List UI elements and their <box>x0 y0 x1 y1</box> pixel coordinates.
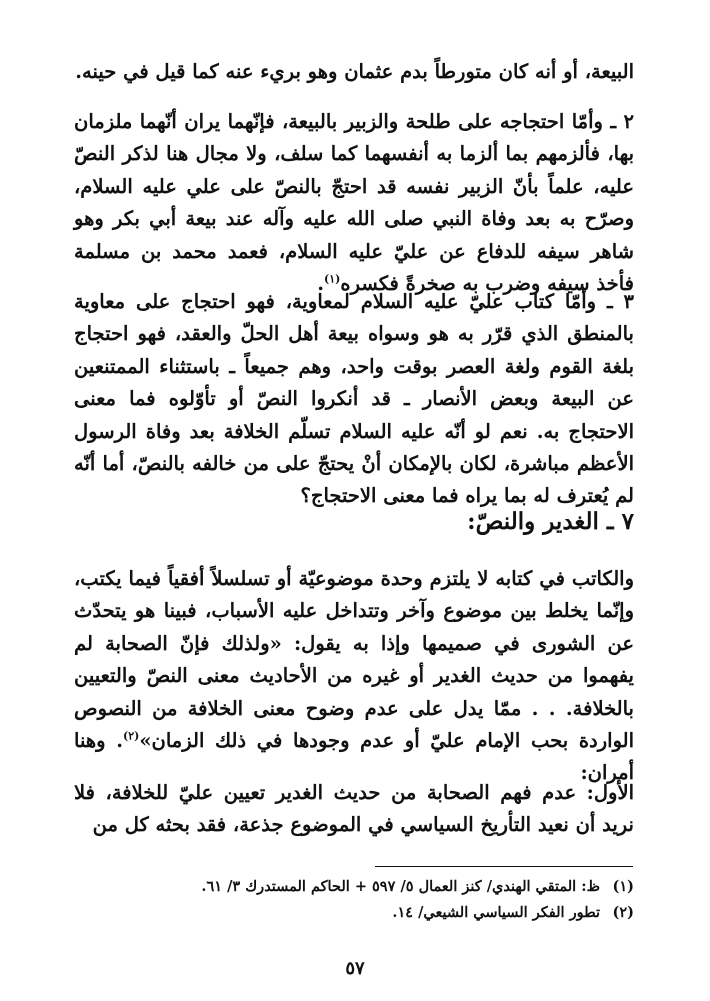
text-block-top <box>74 56 634 88</box>
text-block-first-point <box>74 777 634 842</box>
paragraph-point-3: ٣ ـ وأمّا كتاب عليّ عليه السلام لمعاوية، فهو احتجاج على معاوية بالمنطق الذي قرّر به هو وسواه بيعة أهل الحلّ والعقد، فهو احتجاج بلغة القوم ولغة العصر بوقت واحد، وهم جميعاً ـ باستثناء الممتنعين عن البيعة وبعض الأنصار ـ قد أنكروا النصّ أو تأوّلوه فما معنى الاحتجاج به. نعم لو أنّه عليه السلام تسلّم الخلافة بعد وفاة الرسول الأعظم مباشرة، لكان بالإمكان أنْ يحتجّ على من خالفه بالنصّ، أما أنّه لم يُعترف له بما يراه فما معنى الاحتجاج؟ <box>74 290 634 508</box>
paragraph-tail: . وهنا أمران: <box>74 729 634 785</box>
paragraph-text: ٢ ـ وأمّا احتجاجه على طلحة والزبير بالبيعة، فإنّهما يران أنّهما ملزمان بها، فألزمهم بما ألزما به أنفسهما كما سلف، ولا مجال هنا لذكر النصّ عليه، علماً بأنّ الزبير نفسه قد احتجّ بالنصّ على علي عليه السلام، وصرّح به بعد وفاة النبي صلى الله عليه وآله عند بيعة أبي بكر وهو شاهر سيفه للدفاع عن عليّ عليه السلام، فعمد محمد بن مسلمة فأخذ سيفه وضرب به صخرةً فكسره <box>74 110 634 296</box>
text-block-point-2 <box>74 106 634 300</box>
footnote-number: (٢) <box>612 904 634 921</box>
paragraph-section-7 <box>74 563 634 790</box>
footnote-text: تطور الفكر السياسي الشيعي/ ١٤. <box>392 904 600 921</box>
text-block-point-3 <box>74 286 634 513</box>
footnote-text: ظ: المتقي الهندي/ كنز العمال ٥/ ٥٩٧ + الحاكم المستدرك ٣/ ٦١. <box>201 878 600 895</box>
footnote-marker[interactable]: (١) <box>324 272 341 286</box>
footnote-1 <box>200 874 634 900</box>
section-heading: ٧ ـ الغدير والنصّ: <box>467 508 634 535</box>
paragraph-text: والكاتب في كتابه لا يلتزم وحدة موضوعيّة أو تسلسلاً أفقياً فيما يكتب، وإنّما يخلط بين موضوع وآخر وتتداخل عليه الأسباب، فبينا هو يتحدّث عن الشورى في صميمها وإذا به يقول: «ولذلك فإنّ الصحابة لم يفهموا من حديث الغدير أو غيره من الأحاديث معنى النصّ والتعيين بالخلافة. . . ممّا يدل على عدم وضوح معنى الخلافة من النصوص الواردة بحب الإمام عليّ أو عدم وجودها في ذلك الزمان» <box>74 567 634 753</box>
paragraph-point-2: ٢ ـ وأمّا احتجاجه على طلحة والزبير بالبيعة، فإنّهما يران أنّهما ملزمان بها، فألزمهم بما ألزما به أنفسهما كما سلف، ولا مجال هنا لذكر النصّ عليه، علماً بأنّ الزبير نفسه قد احتجّ بالنصّ على علي عليه السلام، وصرّح به بعد وفاة النبي صلى الله عليه وآله عند بيعة أبي بكر وهو شاهر سيفه للدفاع عن عليّ عليه السلام، فعمد محمد بن مسلمة فأخذ سيفه وضرب به صخرةً فكسره$^{(١)}$. <box>74 110 634 296</box>
footnotes <box>200 874 634 926</box>
page-number: ٥٧ <box>345 958 365 979</box>
footnote-number: (١) <box>612 878 634 895</box>
text-block-section-7 <box>74 563 634 790</box>
footnote-2 <box>200 900 634 926</box>
footnote-divider <box>375 866 633 867</box>
paragraph-first-point: الأول: عدم فهم الصحابة من حديث الغدير تعيين عليّ للخلافة، فلا نريد أن نعيد التأريخ السياسي في الموضوع جذعة، فقد بحثه كل من <box>74 781 634 837</box>
footnote-marker[interactable]: (٢) <box>123 729 140 743</box>
paragraph-continuation: البيعة، أو أنه كان متورطاً بدم عثمان وهو بريء عنه كما قيل في حينه. <box>75 60 634 83</box>
